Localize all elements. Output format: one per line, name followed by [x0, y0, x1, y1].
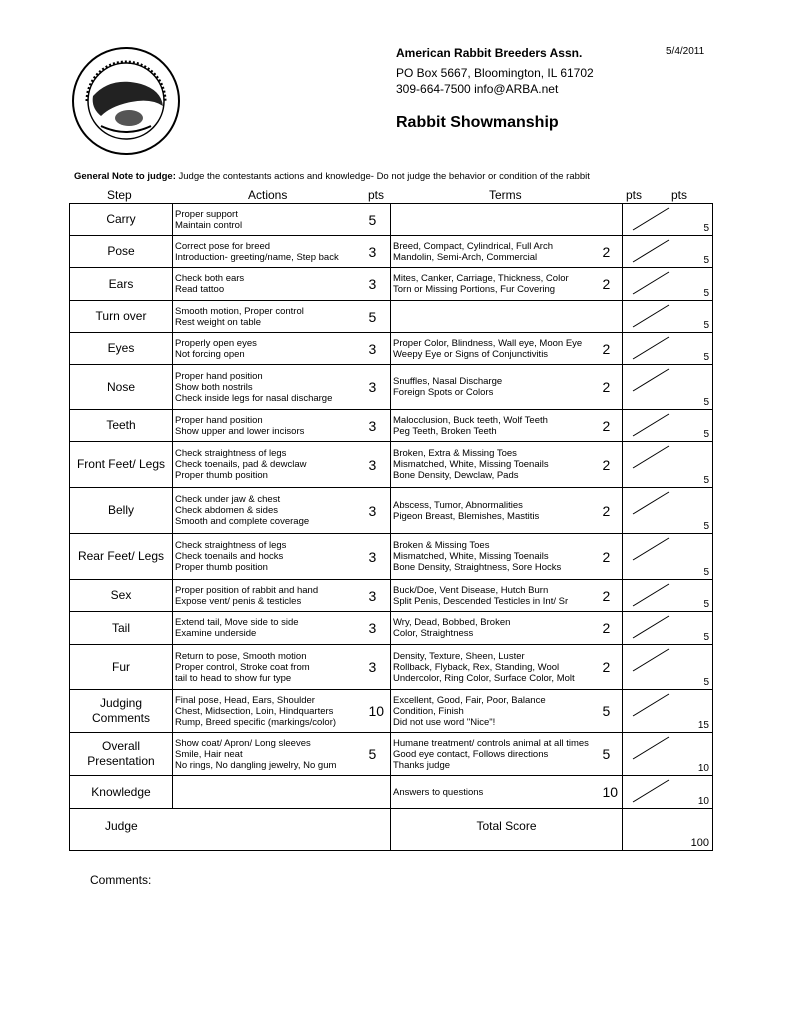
step-label: Comments: [91, 711, 150, 725]
term-line: Pigeon Breast, Blemishes, Mastitis: [393, 510, 540, 522]
action-line: Proper hand position: [175, 370, 263, 382]
action-line: tail to head to show fur type: [175, 672, 292, 684]
table-row: [70, 534, 713, 580]
action-pts-cell: [363, 534, 391, 580]
score-slash: [631, 614, 671, 640]
action-line: No rings, No dangling jewelry, No gum: [175, 759, 337, 771]
action-pts-cell: [363, 204, 391, 236]
term-line: Split Penis, Descended Testicles in Int/ Sr: [393, 595, 569, 607]
terms-cell: [391, 410, 591, 442]
max-score: 5: [703, 521, 709, 532]
action-pts-cell: [363, 690, 391, 733]
terms-pts-cell: [591, 365, 623, 410]
term-line: Mismatched, White, Missing Toenails: [393, 551, 549, 562]
action-line: Correct pose for breed: [175, 240, 271, 252]
terms-pts-cell: [591, 410, 623, 442]
score-cell[interactable]: [623, 236, 713, 268]
score-cell[interactable]: [623, 534, 713, 580]
action-line: Not forcing open: [175, 348, 245, 360]
action-line: Extend tail, Move side to side: [175, 617, 299, 628]
action-line: Smile, Hair neat: [175, 748, 243, 760]
term-line: Bone Density, Dewclaw, Pads: [393, 470, 519, 481]
action-line: Properly open eyes: [175, 337, 257, 349]
step-label: Knowledge: [91, 784, 151, 799]
action-pts-cell: [363, 268, 391, 301]
action-pts: 3: [368, 276, 377, 292]
action-line: Check straightness of legs: [175, 448, 287, 459]
page-title: Rabbit Showmanship: [396, 114, 559, 131]
comments-label: Comments:: [90, 873, 152, 887]
step-cell: [70, 268, 173, 301]
score-slash: [631, 335, 671, 361]
table-row: [70, 301, 713, 333]
term-line: Weepy Eye or Signs of Conjunctivitis: [393, 348, 549, 360]
step-cell: [70, 365, 173, 410]
max-score: 5: [703, 320, 709, 331]
actions-cell: [173, 776, 363, 809]
score-slash: [631, 692, 671, 718]
action-line: Return to pose, Smooth motion: [175, 650, 307, 662]
action-line: Proper thumb position: [175, 562, 268, 573]
actions-cell: [173, 442, 363, 488]
action-pts-cell: [363, 776, 391, 809]
max-score: 5: [703, 567, 709, 578]
action-line: Proper control, Stroke coat from: [175, 661, 310, 673]
action-line: Rest weight on table: [175, 316, 262, 328]
judge-note-text: Judge the contestants actions and knowledge- Do not judge the behavior or condition of the rabbit: [175, 171, 590, 182]
action-line: Show coat/ Apron/ Long sleeves: [175, 737, 311, 749]
total-score-label: Total Score: [476, 819, 537, 833]
terms-cell: [391, 645, 591, 690]
terms-pts: 2: [602, 502, 611, 519]
score-slash: [631, 778, 671, 804]
step-label: Carry: [106, 212, 136, 226]
terms-pts-cell: [591, 442, 623, 488]
actions-cell: [173, 410, 363, 442]
action-line: Proper thumb position: [175, 470, 268, 481]
actions-cell: [173, 733, 363, 776]
action-line: Rump, Breed specific (markings/color): [175, 716, 337, 728]
action-pts: 10: [368, 703, 385, 719]
terms-pts-cell: [591, 333, 623, 365]
term-line: Undercolor, Ring Color, Surface Color, Molt: [393, 672, 575, 684]
table-row: [70, 236, 713, 268]
step-cell: [70, 301, 173, 333]
step-label: Teeth: [106, 418, 136, 432]
max-score: 10: [697, 763, 709, 774]
terms-cell: [391, 365, 591, 410]
table-row: [70, 268, 713, 301]
action-line: Check abdomen & sides: [175, 505, 278, 516]
score-cell[interactable]: [623, 690, 713, 733]
step-cell: [70, 333, 173, 365]
term-line: Excellent, Good, Fair, Poor, Balance: [393, 694, 546, 706]
term-line: Wry, Dead, Bobbed, Broken: [393, 617, 511, 628]
term-line: Abscess, Tumor, Abnormalities: [393, 499, 523, 511]
max-score: 5: [703, 223, 709, 234]
judge-cell[interactable]: [70, 809, 391, 851]
action-pts-cell: [363, 488, 391, 534]
table-row: [70, 733, 713, 776]
action-pts: 3: [368, 620, 377, 636]
terms-pts-cell: [591, 776, 623, 809]
step-label: Front Feet/ Legs: [76, 457, 166, 471]
step-label: Sex: [110, 588, 132, 602]
term-line: Condition, Finish: [393, 705, 464, 717]
actions-cell: [173, 301, 363, 333]
action-pts: 3: [368, 243, 377, 260]
actions-cell: [173, 333, 363, 365]
actions-cell: [173, 365, 363, 410]
terms-pts-cell: [591, 268, 623, 301]
score-cell[interactable]: [623, 268, 713, 301]
step-cell: [70, 776, 173, 809]
terms-cell: [391, 488, 591, 534]
terms-pts: 2: [602, 587, 611, 604]
arba-logo-seal: [71, 46, 181, 156]
step-cell: [70, 645, 173, 690]
terms-pts: 2: [602, 417, 611, 434]
max-score: 5: [703, 632, 709, 643]
term-line: Malocclusion, Buck teeth, Wolf Teeth: [393, 414, 548, 426]
action-line: Expose vent/ penis & testicles: [175, 595, 302, 607]
max-score: 5: [703, 677, 709, 688]
step-cell: [70, 733, 173, 776]
action-line: Smooth motion, Proper control: [175, 305, 304, 317]
action-pts: 3: [368, 587, 377, 604]
score-slash: [631, 647, 671, 673]
step-cell: [70, 580, 173, 612]
score-cell[interactable]: [623, 488, 713, 534]
score-slash: [631, 444, 671, 470]
step-cell: [70, 442, 173, 488]
terms-pts-cell: [591, 690, 623, 733]
total-score-label-cell: [391, 809, 623, 851]
step-label: Presentation: [87, 754, 155, 768]
terms-pts-cell: [591, 236, 623, 268]
action-pts: 3: [368, 548, 377, 565]
action-pts-cell: [363, 333, 391, 365]
org-name: American Rabbit Breeders Assn.: [396, 46, 583, 60]
term-line: Peg Teeth, Broken Teeth: [393, 425, 497, 437]
terms-pts: 2: [602, 659, 611, 675]
max-score: 5: [703, 475, 709, 486]
action-line: Check toenails, pad & dewclaw: [175, 459, 307, 470]
step-label: Nose: [106, 379, 135, 394]
score-cell[interactable]: [623, 580, 713, 612]
terms-cell: [391, 534, 591, 580]
action-pts: 5: [368, 308, 377, 325]
terms-cell: [391, 580, 591, 612]
step-label: Tail: [111, 620, 130, 635]
step-label: Rear Feet/ Legs: [77, 549, 165, 563]
col-pts3-header: pts: [671, 188, 688, 202]
action-line: Smooth and complete coverage: [175, 516, 310, 527]
max-score: 5: [703, 429, 709, 440]
judge-label: Judge: [105, 819, 138, 833]
score-cell[interactable]: [623, 776, 713, 809]
term-line: Rollback, Flyback, Rex, Standing, Wool: [393, 661, 560, 673]
action-line: Check straightness of legs: [175, 540, 287, 551]
step-cell: [70, 410, 173, 442]
terms-pts-cell: [591, 612, 623, 645]
score-cell[interactable]: [623, 733, 713, 776]
terms-pts: 2: [602, 379, 611, 395]
terms-pts-cell: [591, 733, 623, 776]
table-row: [70, 442, 713, 488]
step-label: Ears: [108, 276, 134, 291]
terms-pts: 10: [602, 784, 619, 800]
terms-pts: 2: [602, 276, 611, 292]
form-date: 5/4/2011: [666, 46, 705, 57]
action-line: Chest, Midsection, Loin, Hindquarters: [175, 705, 334, 717]
action-line: Read tattoo: [175, 284, 225, 295]
col-actions-header: Actions: [248, 188, 288, 202]
action-line: Check both ears: [175, 273, 245, 284]
step-label: Overall: [101, 739, 140, 753]
terms-cell: [391, 301, 591, 333]
table-row: [70, 690, 713, 733]
total-score-cell[interactable]: [623, 809, 713, 851]
terms-pts-cell: [591, 301, 623, 333]
step-label: Judging: [99, 696, 143, 710]
action-pts-cell: [363, 236, 391, 268]
term-line: Buck/Doe, Vent Disease, Hutch Burn: [393, 584, 549, 596]
action-line: Check under jaw & chest: [175, 494, 281, 505]
action-pts-cell: [363, 410, 391, 442]
term-line: Proper Color, Blindness, Wall eye, Moon Eye: [393, 337, 583, 349]
terms-pts: 2: [602, 620, 611, 636]
score-slash: [631, 238, 671, 264]
scoring-table: [69, 203, 713, 851]
score-slash: [631, 206, 671, 232]
actions-cell: [173, 534, 363, 580]
col-terms-header: Terms: [489, 188, 522, 202]
step-cell: [70, 236, 173, 268]
col-pts-header: pts: [368, 188, 385, 202]
action-pts-cell: [363, 442, 391, 488]
table-row: [70, 645, 713, 690]
score-cell[interactable]: [623, 612, 713, 645]
max-score: 5: [703, 599, 709, 610]
actions-cell: [173, 204, 363, 236]
action-pts-cell: [363, 645, 391, 690]
action-line: Final pose, Head, Ears, Shoulder: [175, 694, 315, 706]
max-score: 10: [697, 796, 709, 807]
action-pts: 5: [368, 746, 377, 762]
terms-pts: 5: [602, 703, 611, 719]
terms-pts: 2: [602, 340, 611, 357]
table-row: [70, 488, 713, 534]
action-line: Maintain control: [175, 219, 243, 231]
term-line: Broken & Missing Toes: [393, 540, 490, 551]
action-pts: 3: [368, 456, 377, 473]
action-pts: 3: [368, 379, 377, 395]
term-line: Mites, Canker, Carriage, Thickness, Color: [393, 273, 569, 284]
action-pts: 3: [368, 659, 377, 675]
term-line: Snuffles, Nasal Discharge: [393, 376, 503, 387]
action-pts-cell: [363, 612, 391, 645]
actions-cell: [173, 580, 363, 612]
terms-cell: [391, 690, 591, 733]
term-line: Good eye contact, Follows directions: [393, 748, 549, 760]
score-cell[interactable]: [623, 442, 713, 488]
table-row: [70, 410, 713, 442]
action-pts: 3: [368, 502, 377, 519]
score-cell[interactable]: [623, 204, 713, 236]
total-row: [70, 809, 713, 851]
step-label: Belly: [107, 503, 134, 517]
term-line: Density, Texture, Sheen, Luster: [393, 650, 525, 662]
col-pts2-header: pts: [626, 188, 643, 202]
table-row: [70, 612, 713, 645]
terms-cell: [391, 733, 591, 776]
actions-cell: [173, 612, 363, 645]
max-score: 5: [703, 352, 709, 363]
table-row: [70, 365, 713, 410]
score-slash: [631, 270, 671, 296]
step-cell: [70, 690, 173, 733]
term-line: Torn or Missing Portions, Fur Covering: [393, 284, 556, 295]
terms-pts-cell: [591, 488, 623, 534]
score-cell[interactable]: [623, 301, 713, 333]
actions-cell: [173, 690, 363, 733]
term-line: Did not use word "Nice"!: [393, 716, 496, 728]
actions-cell: [173, 488, 363, 534]
judge-note: [74, 171, 590, 182]
score-cell[interactable]: [623, 365, 713, 410]
terms-pts: 2: [602, 548, 611, 565]
max-score: 15: [697, 720, 709, 731]
action-line: Examine underside: [175, 628, 257, 639]
score-cell[interactable]: [623, 645, 713, 690]
step-label: Fur: [112, 659, 130, 674]
action-pts-cell: [363, 301, 391, 333]
action-line: Introduction- greeting/name, Step back: [175, 251, 339, 263]
terms-pts-cell: [591, 580, 623, 612]
terms-pts: 2: [602, 456, 611, 473]
score-slash: [631, 367, 671, 393]
terms-cell: [391, 204, 591, 236]
terms-cell: [391, 333, 591, 365]
terms-pts: 2: [602, 243, 611, 260]
step-cell: [70, 204, 173, 236]
terms-pts-cell: [591, 645, 623, 690]
table-row: [70, 204, 713, 236]
terms-cell: [391, 612, 591, 645]
score-cell[interactable]: [623, 333, 713, 365]
table-row: [70, 580, 713, 612]
score-slash: [631, 735, 671, 761]
action-line: Check inside legs for nasal discharge: [175, 392, 333, 404]
step-cell: [70, 612, 173, 645]
actions-cell: [173, 645, 363, 690]
terms-cell: [391, 268, 591, 301]
total-score-value: 100: [690, 837, 709, 849]
terms-pts-cell: [591, 534, 623, 580]
term-line: Broken, Extra & Missing Toes: [393, 448, 517, 459]
max-score: 5: [703, 255, 709, 266]
max-score: 5: [703, 397, 709, 408]
score-slash: [631, 490, 671, 516]
table-row: [70, 333, 713, 365]
table-row: [70, 776, 713, 809]
term-line: Mismatched, White, Missing Toenails: [393, 459, 549, 470]
term-line: Mandolin, Semi-Arch, Commercial: [393, 251, 538, 263]
score-cell[interactable]: [623, 410, 713, 442]
step-cell: [70, 488, 173, 534]
action-line: Show both nostrils: [175, 381, 253, 393]
terms-cell: [391, 776, 591, 809]
action-pts: 5: [368, 211, 377, 228]
score-slash: [631, 536, 671, 562]
term-line: Foreign Spots or Colors: [393, 387, 494, 398]
org-contact: 309-664-7500 info@ARBA.net: [396, 82, 559, 96]
term-line: Color, Straightness: [393, 628, 474, 639]
step-label: Pose: [107, 244, 135, 258]
terms-cell: [391, 236, 591, 268]
terms-pts: 5: [602, 746, 611, 762]
action-line: Proper hand position: [175, 414, 263, 426]
action-line: Check toenails and hocks: [175, 551, 284, 562]
action-pts: 3: [368, 417, 377, 434]
term-line: Answers to questions: [393, 786, 484, 798]
action-pts-cell: [363, 733, 391, 776]
action-line: Proper support: [175, 208, 238, 220]
actions-cell: [173, 268, 363, 301]
term-line: Breed, Compact, Cylindrical, Full Arch: [393, 240, 553, 252]
score-slash: [631, 582, 671, 608]
score-slash: [631, 412, 671, 438]
actions-cell: [173, 236, 363, 268]
action-pts-cell: [363, 365, 391, 410]
judge-note-label: General Note to judge:: [74, 171, 176, 182]
action-line: Proper position of rabbit and hand: [175, 584, 319, 596]
terms-pts-cell: [591, 204, 623, 236]
term-line: Humane treatment/ controls animal at all times: [393, 737, 589, 749]
action-line: Show upper and lower incisors: [175, 425, 305, 437]
terms-cell: [391, 442, 591, 488]
term-line: Bone Density, Straightness, Sore Hocks: [393, 562, 562, 573]
term-line: Thanks judge: [393, 759, 451, 771]
score-slash: [631, 303, 671, 329]
max-score: 5: [703, 288, 709, 299]
action-pts: 3: [368, 340, 377, 357]
col-step-header: Step: [107, 188, 132, 202]
step-label: Eyes: [107, 341, 135, 355]
org-address: PO Box 5667, Bloomington, IL 61702: [396, 66, 594, 80]
step-cell: [70, 534, 173, 580]
step-label: Turn over: [95, 309, 147, 323]
action-pts-cell: [363, 580, 391, 612]
